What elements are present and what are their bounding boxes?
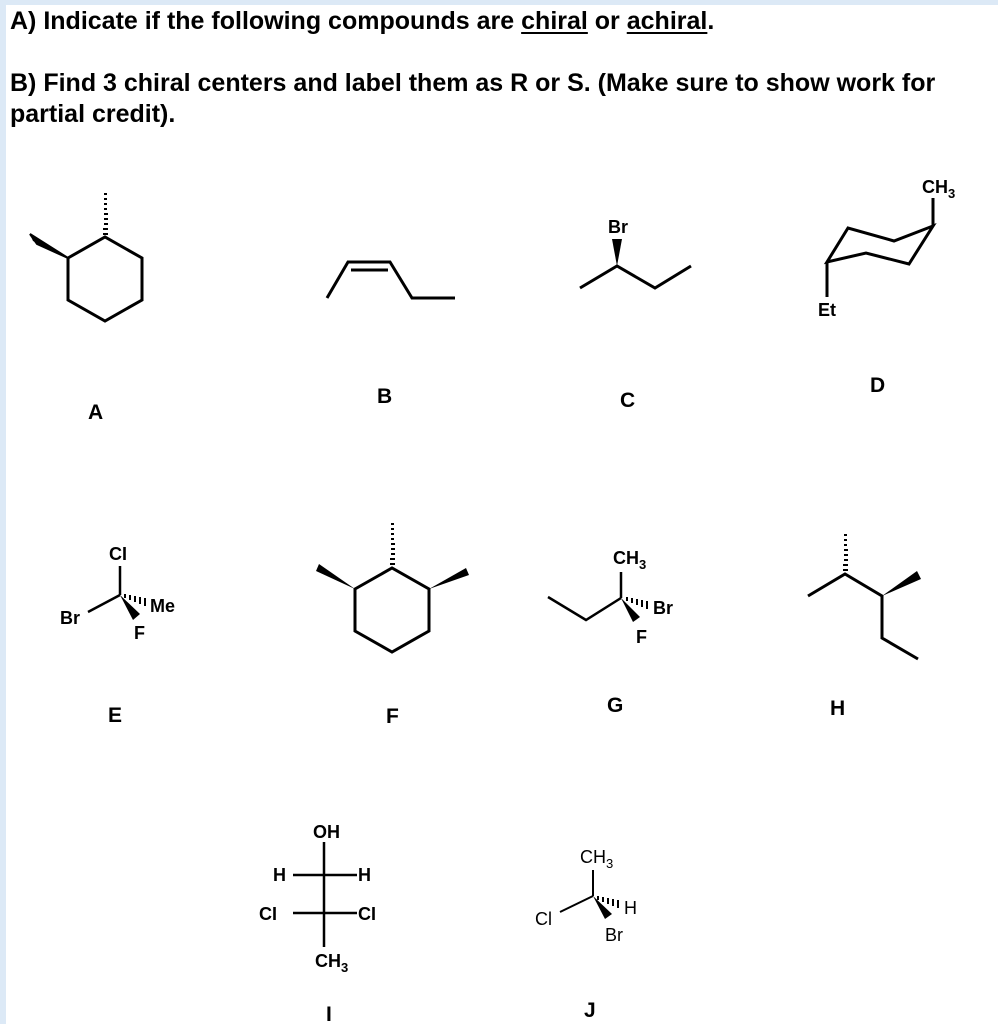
molecule-g	[548, 572, 621, 620]
atom-i-h-left: H	[273, 865, 286, 885]
atom-d-et: Et	[818, 300, 836, 320]
molecule-e	[88, 566, 120, 612]
question-b: B) Find 3 chiral centers and label them as R or S. (Make sure to show work for partial credit).	[10, 69, 936, 128]
atom-i-h-right: H	[358, 865, 371, 885]
atom-e-br: Br	[60, 608, 81, 628]
label-f: F	[386, 705, 399, 728]
question-a-or: or	[587, 7, 627, 35]
molecule-b	[327, 262, 455, 298]
atom-i-cl-right: CI	[358, 904, 376, 924]
molecule-f-hash	[390, 523, 395, 565]
atom-e-f: F	[134, 623, 145, 643]
molecule-d	[827, 198, 933, 297]
atom-j-br: Br	[605, 925, 623, 945]
molecule-a	[30, 234, 142, 321]
label-b: B	[377, 385, 393, 408]
molecule-i	[293, 842, 357, 947]
atom-g-br: Br	[653, 598, 674, 618]
label-c: C	[620, 389, 636, 412]
molecule-f-wedge-left	[316, 564, 355, 589]
atom-i-cl-left: CI	[259, 904, 277, 924]
atom-j-ch3: $CH_3$	[580, 847, 614, 871]
molecule-f-wedge-right	[429, 568, 469, 589]
molecule-c	[580, 266, 691, 288]
label-h: H	[830, 697, 846, 720]
label-d: D	[870, 374, 886, 397]
molecule-f	[355, 568, 429, 652]
atom-g-ch3: $CH_3$	[613, 548, 647, 572]
atom-j-cl: Cl	[535, 909, 552, 929]
question-a-chiral: chiral	[521, 7, 588, 35]
question-a-achiral: achiral	[626, 7, 708, 35]
atom-g-f: F	[636, 627, 647, 647]
atom-d-ch3: $CH_3$	[922, 177, 956, 201]
molecule-c-wedge	[612, 239, 622, 266]
label-j: J	[584, 999, 596, 1022]
atom-j-h: H	[624, 898, 637, 918]
atom-e-cl: CI	[109, 544, 127, 564]
atom-i-oh: OH	[313, 822, 340, 842]
molecule-h-wedge	[882, 571, 921, 596]
atom-e-me: Me	[150, 596, 176, 616]
label-a: A	[88, 401, 104, 424]
label-g: G	[607, 694, 624, 717]
atom-c-br: Br	[608, 217, 629, 237]
molecule-a-hash	[103, 193, 108, 235]
label-i: I	[326, 1003, 332, 1024]
molecule-h-hash	[843, 534, 848, 571]
question-a-end: .	[707, 7, 715, 35]
molecule-j	[560, 870, 593, 912]
atom-i-ch3: $CH_3$	[315, 951, 349, 975]
label-e: E	[108, 704, 123, 727]
question-a-text: A) Indicate if the following compounds are	[10, 7, 522, 35]
